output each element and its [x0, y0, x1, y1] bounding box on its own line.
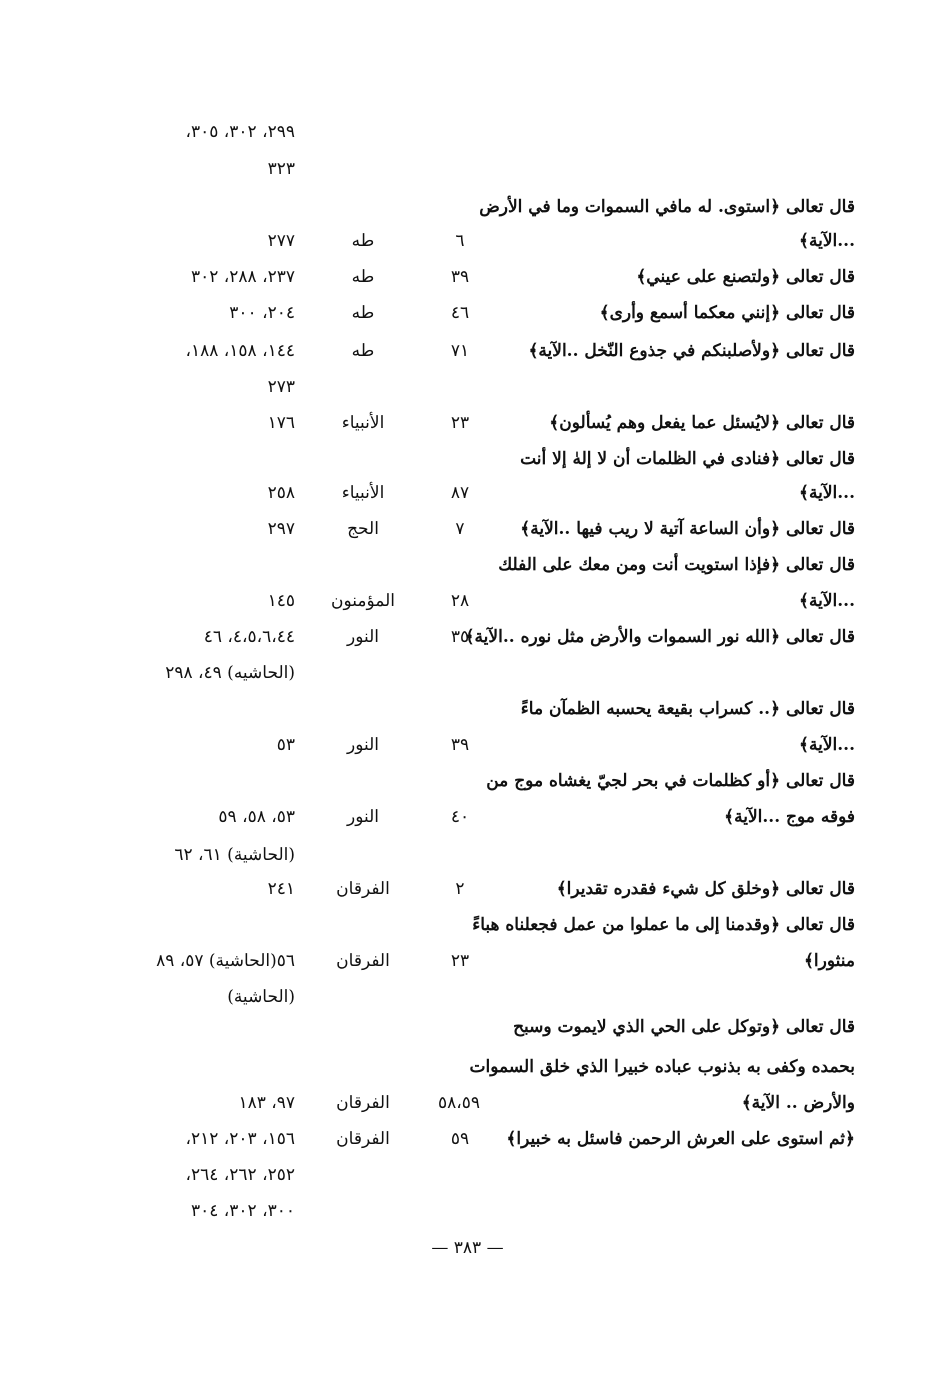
verse-text: قال تعالى ﴿استوى. له مافي السموات وما في الأرض: [479, 197, 855, 217]
page-refs: ١٤٥: [267, 591, 295, 611]
surah-name: [323, 370, 403, 404]
page-refs: ٢٩٩، ٣٠٢، ٣٠٥،: [185, 122, 295, 142]
verse-text: منثورا﴾: [803, 951, 855, 971]
page-refs: ٢٧٧: [267, 231, 295, 251]
page-refs: ٢٥٢، ٢٦٢، ٢٦٤،: [185, 1165, 295, 1185]
surah-name: [323, 548, 403, 582]
surah-name: [323, 980, 403, 1014]
verse-text: قال تعالى ﴿فنادى في الظلمات أن لا إلهٰ إلا أنت: [520, 449, 855, 469]
surah-name: الفرقان: [336, 1093, 390, 1113]
page-refs: (الحاشية) ٦١، ٦٢: [174, 845, 295, 865]
surah-name: طه: [351, 341, 375, 361]
verse-text: قال تعالى ﴿الله نور السموات والأرض مثل نوره ..الآية﴾: [464, 627, 855, 647]
surah-name: الأنبياء: [341, 413, 385, 433]
surah-name: [323, 1010, 403, 1044]
verse-text: قال تعالى ﴿وتوكل على الحي الذي لايموت وسبح: [513, 1017, 855, 1037]
verse-number: ٥٩: [450, 1129, 470, 1149]
verse-number: ٣٥: [450, 627, 470, 647]
surah-name: المؤمنون: [330, 591, 395, 611]
verse-number: [440, 115, 480, 149]
verse-number: ٣٩: [450, 735, 470, 755]
page-refs: ٤،٥،٦،٤٤، ٤٦: [203, 627, 295, 647]
surah-name: النور: [346, 627, 380, 647]
verse-number: ٨٧: [450, 483, 470, 503]
verse-number: ٥٨،٥٩: [437, 1093, 480, 1113]
verse-text: قال تعالى ﴿وقدمنا إلى ما عملوا من عمل فجعلناه هباءً: [472, 915, 855, 935]
surah-name: الفرقان: [336, 1129, 390, 1149]
surah-name: [323, 656, 403, 690]
verse-number: [440, 548, 480, 582]
verse-number: [440, 838, 480, 872]
verse-text: ...الآية﴾: [799, 231, 855, 251]
verse-number: [440, 1158, 480, 1192]
page-number: — ٣٨٣ —: [431, 1238, 504, 1258]
surah-name: [323, 115, 403, 149]
verse-text: والأرض .. الآية﴾: [741, 1093, 855, 1113]
page-refs: ٩٧، ١٨٣: [238, 1093, 295, 1113]
page-refs: ١٧٦: [267, 413, 295, 433]
verse-number: [440, 656, 480, 690]
verse-number: ٧: [455, 519, 465, 539]
page-refs: ٥٦(الحاشية) ٥٧، ٨٩: [156, 951, 295, 971]
verse-text: قال تعالى ﴿أو كظلمات في بحر لجيّ يغشاه موج من: [486, 771, 855, 791]
verse-text: ﴿ثم استوى على العرش الرحمن فاسئل به خبيرا﴾: [506, 1129, 855, 1149]
page-refs: ٢٤١: [267, 879, 295, 899]
verse-number: [440, 980, 480, 1014]
verse-text: قال تعالى ﴿.. كسراب بقيعة يحسبه الظمآن ماءً: [520, 699, 855, 719]
page-refs: ٢٠٤، ٣٠٠: [229, 303, 295, 323]
page-refs: ٢٩٧: [267, 519, 295, 539]
page-refs: (الحاشيه) ٤٩، ٢٩٨: [165, 663, 295, 683]
verse-number: ٦: [455, 231, 465, 251]
verse-text: ...الآية﴾: [799, 483, 855, 503]
surah-name: [323, 838, 403, 872]
surah-name: [323, 152, 403, 186]
surah-name: الأنبياء: [341, 483, 385, 503]
page-refs: ١٤٤، ١٥٨، ١٨٨،: [185, 341, 295, 361]
verse-number: ٧١: [450, 341, 470, 361]
verse-number: ٤٦: [450, 303, 470, 323]
verse-number: ٢٣: [450, 951, 470, 971]
verse-text: قال تعالى ﴿وخلق كل شيء فقدره تقديرا﴾: [556, 879, 855, 899]
verse-text: ...الآية﴾: [799, 591, 855, 611]
page-refs: ١٥٦، ٢٠٣، ٢١٢،: [185, 1129, 295, 1149]
verse-number: ٤٠: [450, 807, 470, 827]
surah-name: [323, 1050, 403, 1084]
surah-name: [323, 764, 403, 798]
surah-name: [323, 442, 403, 476]
surah-name: النور: [346, 807, 380, 827]
surah-name: طه: [351, 303, 375, 323]
surah-name: [323, 908, 403, 942]
verse-number: [440, 1050, 480, 1084]
page-refs: ٥٣: [276, 735, 295, 755]
surah-name: [323, 1194, 403, 1228]
verse-number: [440, 1194, 480, 1228]
surah-name: الفرقان: [336, 879, 390, 899]
surah-name: [323, 1158, 403, 1192]
verse-text: قال تعالى ﴿إنني معكما أسمع وأرى﴾: [599, 303, 855, 323]
verse-text: قال تعالى ﴿لايُسئل عما يفعل وهم يُسألون﴾: [549, 413, 855, 433]
page-refs: ٢٧٣: [267, 377, 295, 397]
verse-number: [440, 1010, 480, 1044]
page-refs: ٣٢٣: [267, 159, 295, 179]
page-refs: ٢٥٨: [267, 483, 295, 503]
surah-name: [323, 692, 403, 726]
verse-number: ٢: [455, 879, 465, 899]
surah-name: الفرقان: [336, 951, 390, 971]
verse-text: فوقه موج ...الآية﴾: [724, 807, 855, 827]
surah-name: طه: [351, 231, 375, 251]
surah-name: طه: [351, 267, 375, 287]
verse-number: ٢٨: [450, 591, 470, 611]
verse-number: [440, 190, 480, 224]
verse-number: [440, 692, 480, 726]
page-refs: ٢٣٧، ٢٨٨، ٣٠٢: [191, 267, 295, 287]
page-refs: ٥٣، ٥٨، ٥٩: [218, 807, 295, 827]
verse-text: قال تعالى ﴿ولأصلبنكم في جذوع النّخل ..الآية﴾: [528, 341, 855, 361]
verse-text: قال تعالى ﴿فإذا استويت أنت ومن معك على الفلك: [498, 555, 855, 575]
verse-number: ٣٩: [450, 267, 470, 287]
verse-text: قال تعالى ﴿ولتصنع على عيني﴾: [636, 267, 855, 287]
verse-number: [440, 370, 480, 404]
surah-name: النور: [346, 735, 380, 755]
verse-number: [440, 152, 480, 186]
verse-number: [440, 442, 480, 476]
verse-number: [440, 908, 480, 942]
verse-text: ...الآية﴾: [799, 735, 855, 755]
page-refs: ٣٠٠، ٣٠٢، ٣٠٤: [191, 1201, 295, 1221]
verse-number: ٢٣: [450, 413, 470, 433]
surah-name: [323, 190, 403, 224]
page-refs: (الحاشية): [227, 987, 295, 1007]
verse-text: قال تعالى ﴿وأن الساعة آتية لا ريب فيها ..الآية﴾: [520, 519, 855, 539]
surah-name: الحج: [347, 519, 379, 539]
verse-text: بحمده وكفى به بذنوب عباده خبيرا الذي خلق السموات: [469, 1057, 855, 1077]
verse-number: [440, 764, 480, 798]
